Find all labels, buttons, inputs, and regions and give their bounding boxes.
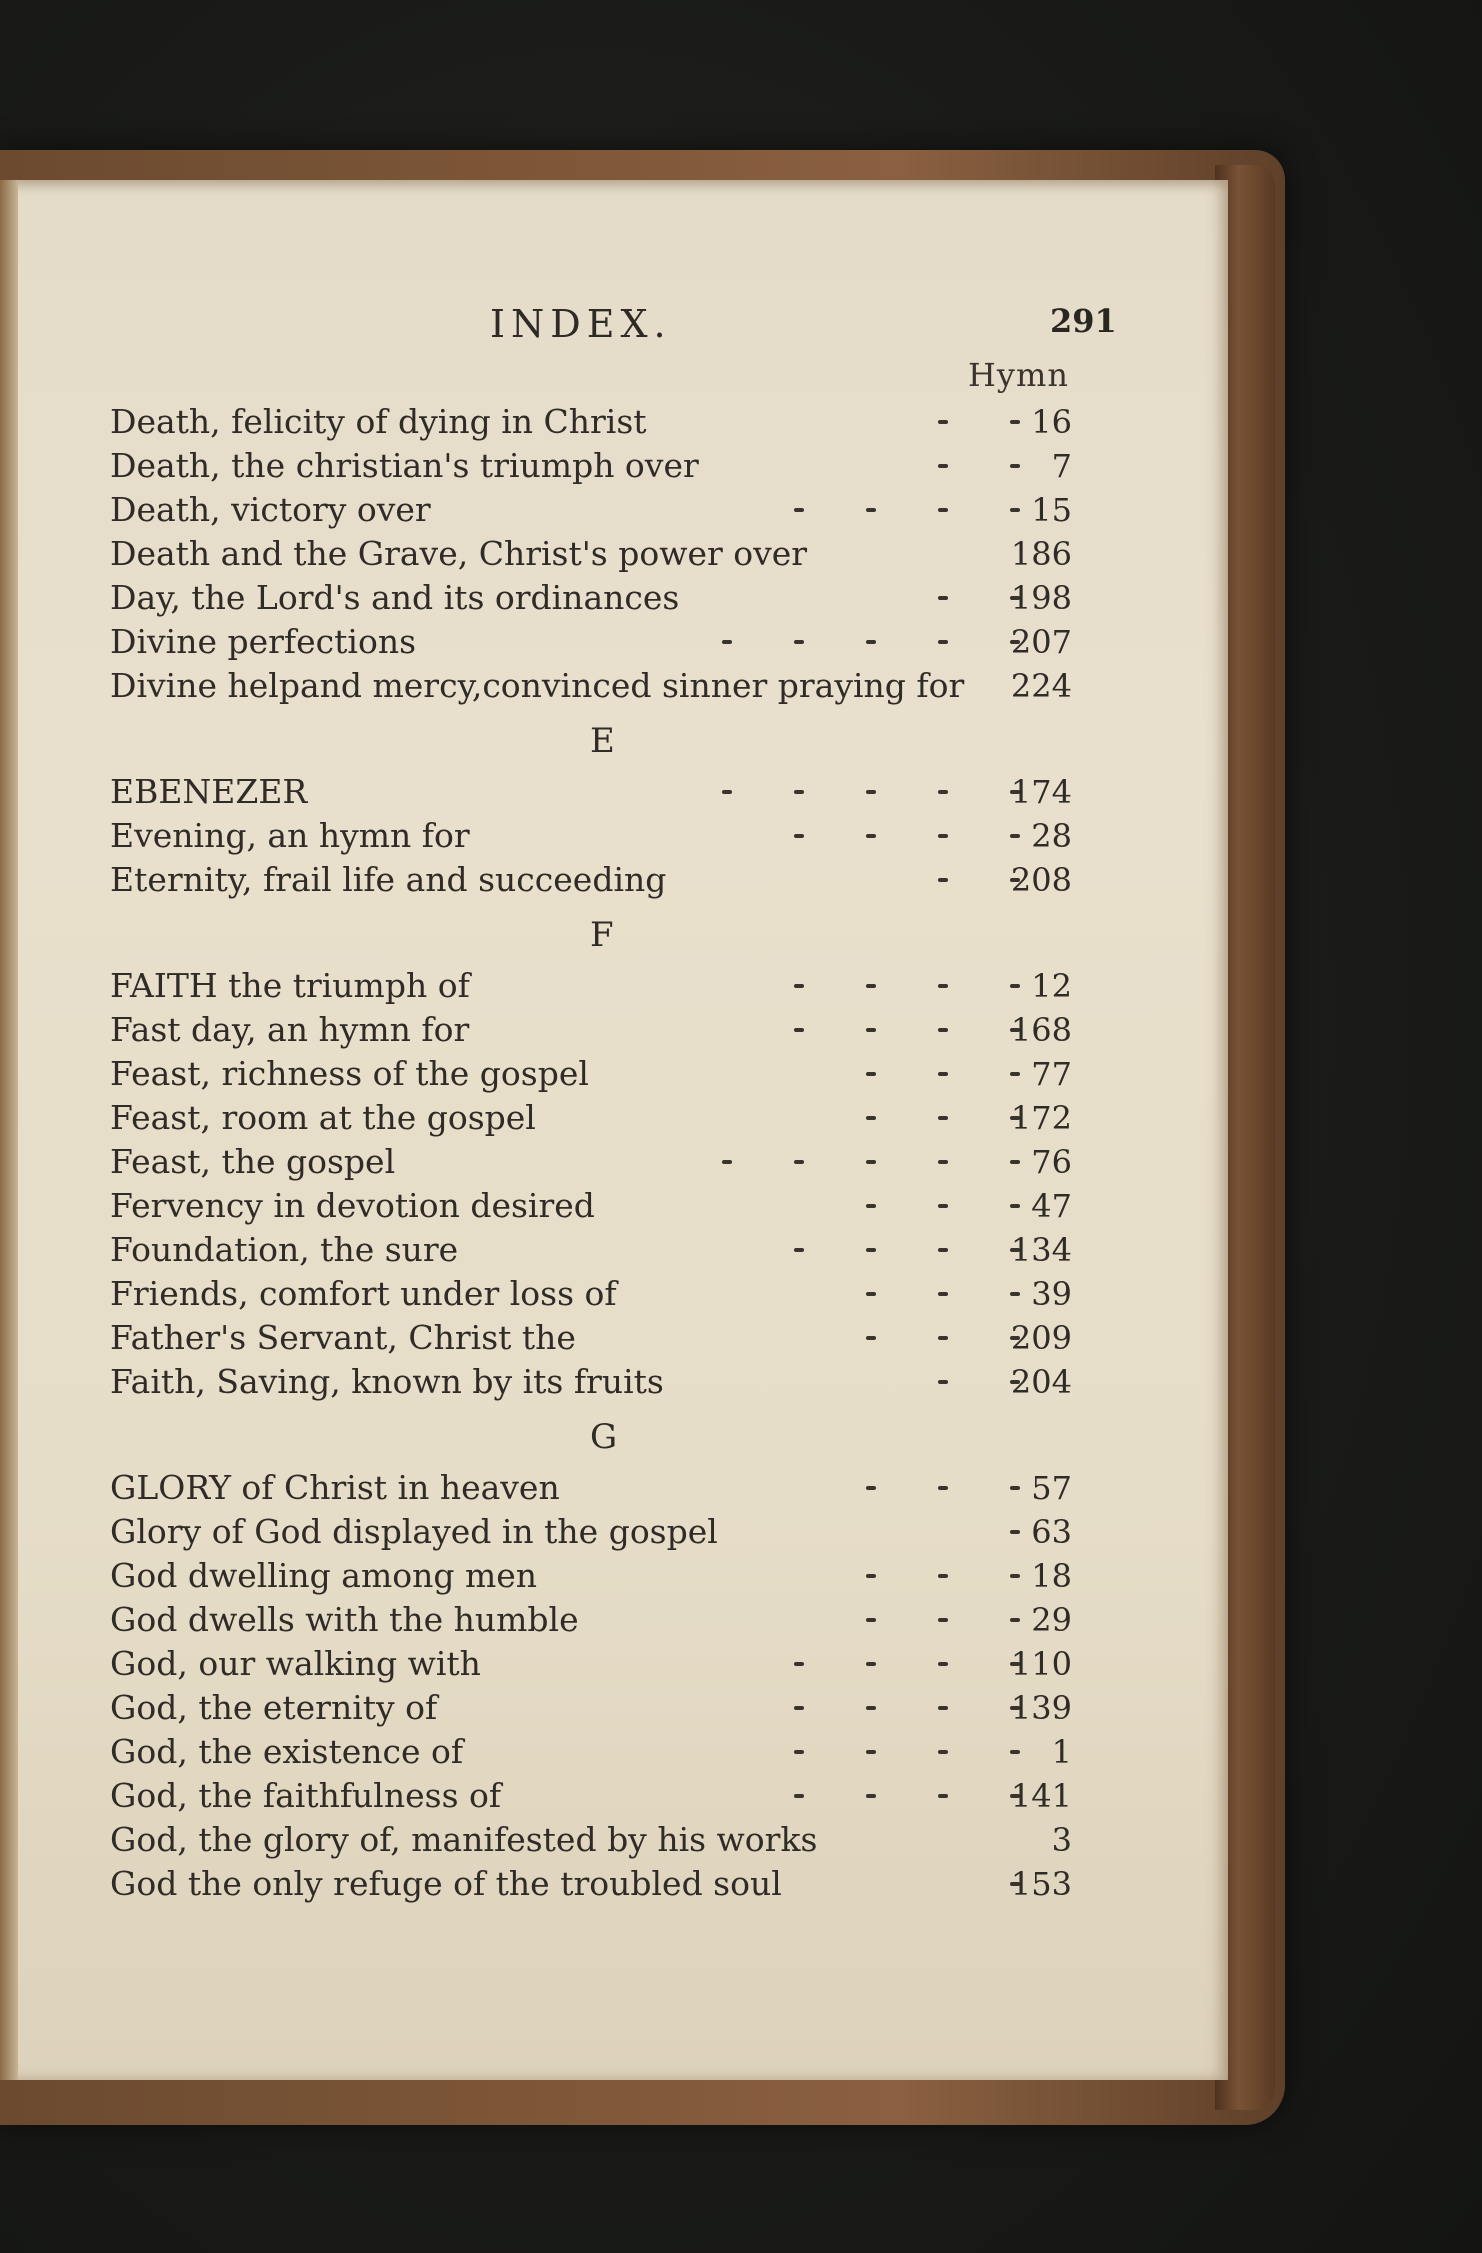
index-entry (110, 576, 1100, 620)
index-entry (110, 1360, 1100, 1404)
leader-dash (938, 1116, 948, 1120)
index-entry-text: FAITH the triumph of (110, 966, 470, 1005)
index-entry-text: Evening, an hymn for (110, 816, 470, 855)
leader-dash (1010, 1618, 1020, 1622)
leader-dash (1010, 1160, 1020, 1164)
leader-dash (938, 834, 948, 838)
leader-dash (938, 1706, 948, 1710)
leader-dash (866, 1750, 876, 1754)
section-letter-label: G (590, 1417, 618, 1457)
leader-dashes (670, 858, 1050, 902)
hymn-number: 16 (1031, 403, 1072, 441)
hymn-number: 110 (1010, 1645, 1072, 1683)
index-entry-text: Divine helpand mercy,convinced sinner praying for (110, 666, 965, 705)
leader-dash (1010, 1750, 1020, 1754)
section-letter-f (110, 902, 1100, 964)
leader-dashes (670, 814, 1050, 858)
index-list (110, 400, 1100, 1906)
leader-dash (866, 1160, 876, 1164)
index-entry-text: Divine perfections (110, 622, 417, 661)
leader-dashes (670, 1730, 1050, 1774)
leader-dash (794, 508, 804, 512)
index-entry-text: God, the faithfulness of (110, 1776, 502, 1815)
leader-dashes (670, 1096, 1050, 1140)
index-entry (110, 1686, 1100, 1730)
index-entry (110, 1096, 1100, 1140)
leader-dashes (670, 1598, 1050, 1642)
index-entry (110, 664, 1100, 708)
leader-dashes (670, 1008, 1050, 1052)
leader-dashes (670, 1554, 1050, 1598)
leader-dash (866, 1662, 876, 1666)
leader-dash (794, 1248, 804, 1252)
section-letter-e (110, 708, 1100, 770)
book-spine (0, 180, 18, 2080)
index-entry (110, 1554, 1100, 1598)
leader-dashes (670, 1360, 1050, 1404)
index-entry-text: Glory of God displayed in the gospel (110, 1512, 718, 1551)
index-entry-text: God, the eternity of (110, 1688, 438, 1727)
index-entry-text: Death and the Grave, Christ's power over (110, 534, 808, 573)
leader-dashes (670, 400, 1050, 444)
index-entry (110, 1228, 1100, 1272)
index-entry-text: God, the existence of (110, 1732, 464, 1771)
leader-dash (938, 1028, 948, 1032)
hymn-number: 63 (1031, 1513, 1072, 1551)
leader-dash (866, 1204, 876, 1208)
leader-dashes (670, 532, 1050, 576)
leader-dash (938, 1794, 948, 1798)
leader-dash (938, 1574, 948, 1578)
leader-dash (938, 464, 948, 468)
hymn-number: 12 (1031, 967, 1072, 1005)
section-letter-label: F (590, 915, 614, 955)
leader-dashes (670, 1642, 1050, 1686)
leader-dash (722, 1160, 732, 1164)
page-title: INDEX. (490, 302, 672, 346)
index-entry (110, 814, 1100, 858)
index-entry-text: Death, the christian's triumph over (110, 446, 699, 485)
index-entry (110, 620, 1100, 664)
leader-dash (1010, 508, 1020, 512)
leader-dashes (670, 1466, 1050, 1510)
leader-dash (794, 1160, 804, 1164)
hymn-number: 134 (1010, 1231, 1072, 1269)
index-entry-text: EBENEZER (110, 772, 308, 811)
leader-dash (794, 984, 804, 988)
leader-dash (866, 834, 876, 838)
index-entry (110, 1510, 1100, 1554)
leader-dash (794, 1794, 804, 1798)
hymn-number: 207 (1010, 623, 1072, 661)
leader-dash (1010, 1574, 1020, 1578)
hymn-number: 186 (1010, 535, 1072, 573)
index-entry-text: Friends, comfort under loss of (110, 1274, 617, 1313)
index-entry (110, 1598, 1100, 1642)
index-entry (110, 858, 1100, 902)
index-entry (110, 770, 1100, 814)
leader-dash (722, 790, 732, 794)
hymn-number: 39 (1031, 1275, 1072, 1313)
leader-dash (866, 1116, 876, 1120)
leader-dash (794, 1750, 804, 1754)
leader-dash (866, 984, 876, 988)
index-entry-text: GLORY of Christ in heaven (110, 1468, 560, 1507)
leader-dash (938, 640, 948, 644)
leader-dashes (670, 1686, 1050, 1730)
leader-dashes (670, 1140, 1050, 1184)
index-entry-text: Faith, Saving, known by its fruits (110, 1362, 664, 1401)
index-entry-text: Fast day, an hymn for (110, 1010, 470, 1049)
hymn-number: 7 (1051, 447, 1072, 485)
leader-dash (1010, 984, 1020, 988)
leader-dash (1010, 1204, 1020, 1208)
leader-dash (866, 790, 876, 794)
page-number: 291 (1050, 302, 1117, 340)
leader-dash (1010, 1292, 1020, 1296)
hymn-number: 77 (1031, 1055, 1072, 1093)
leader-dashes (670, 620, 1050, 664)
leader-dash (938, 1486, 948, 1490)
hymn-number: 208 (1010, 861, 1072, 899)
index-entry-text: God, our walking with (110, 1644, 481, 1683)
hymn-number: 204 (1010, 1363, 1072, 1401)
index-entry-text: Feast, richness of the gospel (110, 1054, 589, 1093)
leader-dash (866, 1706, 876, 1710)
index-entry-text: God the only refuge of the troubled soul (110, 1864, 782, 1903)
hymn-number: 172 (1010, 1099, 1072, 1137)
leader-dash (866, 640, 876, 644)
hymn-number: 29 (1031, 1601, 1072, 1639)
leader-dash (866, 508, 876, 512)
index-entry-text: Death, victory over (110, 490, 431, 529)
leader-dashes (670, 1316, 1050, 1360)
index-entry (110, 1052, 1100, 1096)
index-entry-text: Death, felicity of dying in Christ (110, 402, 647, 441)
leader-dash (722, 640, 732, 644)
leader-dash (938, 596, 948, 600)
hymn-number: 141 (1010, 1777, 1072, 1815)
leader-dash (938, 1662, 948, 1666)
leader-dashes (670, 488, 1050, 532)
index-entry (110, 1466, 1100, 1510)
hymn-number: 198 (1010, 579, 1072, 617)
leader-dash (938, 1380, 948, 1384)
leader-dash (866, 1486, 876, 1490)
leader-dashes (670, 1272, 1050, 1316)
leader-dash (938, 420, 948, 424)
leader-dashes (670, 444, 1050, 488)
leader-dashes (670, 1510, 1050, 1554)
column-label: Hymn (968, 356, 1069, 394)
leader-dash (794, 1706, 804, 1710)
leader-dash (938, 1750, 948, 1754)
index-entry (110, 532, 1100, 576)
leader-dash (938, 1072, 948, 1076)
index-entry-text: Foundation, the sure (110, 1230, 459, 1269)
leader-dash (866, 1336, 876, 1340)
leader-dash (794, 1662, 804, 1666)
leader-dash (1010, 420, 1020, 424)
section-letter-label: E (590, 721, 615, 761)
hymn-number: 209 (1010, 1319, 1072, 1357)
leader-dash (866, 1574, 876, 1578)
index-entry (110, 964, 1100, 1008)
leader-dash (938, 1336, 948, 1340)
leader-dash (1010, 1486, 1020, 1490)
index-entry (110, 488, 1100, 532)
leader-dash (938, 1204, 948, 1208)
index-entry (110, 1730, 1100, 1774)
leader-dash (938, 790, 948, 794)
hymn-number: 3 (1051, 1821, 1072, 1859)
leader-dashes (670, 664, 1050, 708)
leader-dash (866, 1072, 876, 1076)
index-entry-text: God, the glory of, manifested by his works (110, 1820, 818, 1859)
index-entry (110, 1140, 1100, 1184)
leader-dash (938, 984, 948, 988)
index-entry (110, 1272, 1100, 1316)
hymn-number: 15 (1031, 491, 1072, 529)
leader-dash (866, 1248, 876, 1252)
leader-dashes (670, 1774, 1050, 1818)
index-entry (110, 1818, 1100, 1862)
index-entry-text: Eternity, frail life and succeeding (110, 860, 667, 899)
index-entry (110, 400, 1100, 444)
index-entry-text: Father's Servant, Christ the (110, 1318, 576, 1357)
leader-dashes (670, 1052, 1050, 1096)
leader-dash (794, 1028, 804, 1032)
hymn-number: 224 (1010, 667, 1072, 705)
hymn-number: 76 (1031, 1143, 1072, 1181)
leader-dash (866, 1292, 876, 1296)
page-header (0, 302, 1228, 352)
leader-dashes (670, 1184, 1050, 1228)
leader-dash (866, 1028, 876, 1032)
leader-dash (938, 1160, 948, 1164)
index-entry-text: Fervency in devotion desired (110, 1186, 595, 1225)
hymn-number: 18 (1031, 1557, 1072, 1595)
leader-dash (1010, 834, 1020, 838)
leader-dash (1010, 1530, 1020, 1534)
index-entry-text: Feast, the gospel (110, 1142, 396, 1181)
index-entry (110, 1316, 1100, 1360)
index-entry (110, 1008, 1100, 1052)
leader-dash (938, 1292, 948, 1296)
index-entry-text: Day, the Lord's and its ordinances (110, 578, 680, 617)
leader-dash (866, 1618, 876, 1622)
index-entry (110, 1774, 1100, 1818)
index-entry (110, 1862, 1100, 1906)
index-entry-text: Feast, room at the gospel (110, 1098, 536, 1137)
hymn-number: 168 (1010, 1011, 1072, 1049)
leader-dashes (670, 576, 1050, 620)
hymn-number: 139 (1010, 1689, 1072, 1727)
leader-dash (1010, 1072, 1020, 1076)
index-entry-text: God dwelling among men (110, 1556, 538, 1595)
hymn-number: 47 (1031, 1187, 1072, 1225)
leader-dashes (670, 1228, 1050, 1272)
leader-dash (866, 1794, 876, 1798)
index-entry-text: God dwells with the humble (110, 1600, 579, 1639)
leader-dash (794, 834, 804, 838)
hymn-number: 1 (1051, 1733, 1072, 1771)
leader-dash (938, 508, 948, 512)
hymn-number: 57 (1031, 1469, 1072, 1507)
hymn-number: 174 (1010, 773, 1072, 811)
hymn-number: 153 (1010, 1865, 1072, 1903)
index-entry (110, 444, 1100, 488)
index-entry (110, 1642, 1100, 1686)
leader-dashes (670, 1862, 1050, 1906)
section-letter-g (110, 1404, 1100, 1466)
leader-dashes (670, 1818, 1050, 1862)
leader-dash (938, 1248, 948, 1252)
index-entry (110, 1184, 1100, 1228)
leader-dash (938, 878, 948, 882)
hymn-number: 28 (1031, 817, 1072, 855)
leader-dashes (670, 770, 1050, 814)
leader-dash (1010, 464, 1020, 468)
leader-dash (794, 640, 804, 644)
leader-dash (794, 790, 804, 794)
leader-dash (938, 1618, 948, 1622)
leader-dashes (670, 964, 1050, 1008)
